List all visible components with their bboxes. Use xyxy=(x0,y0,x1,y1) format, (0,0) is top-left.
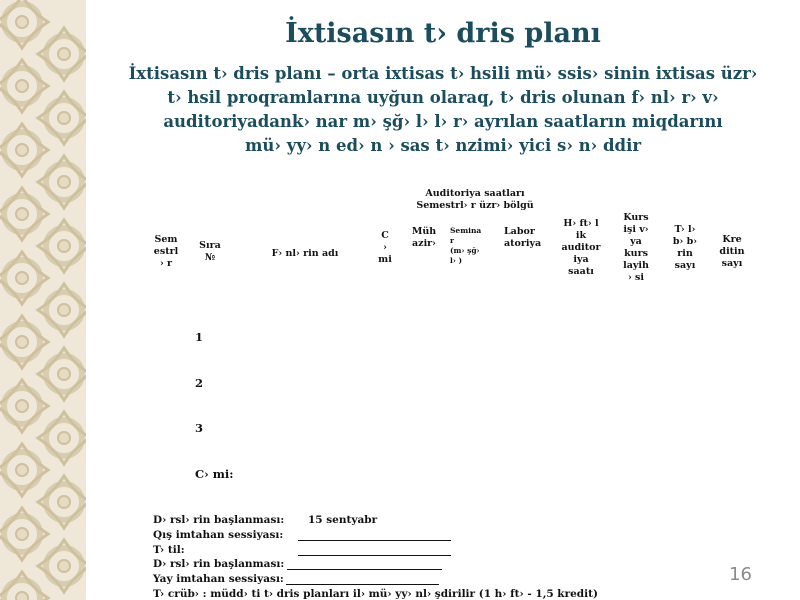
page-number: 16 xyxy=(729,564,752,585)
auditoriya-group-header: Auditoriya saatları Semestrl› r üzr› bölgü xyxy=(416,188,534,211)
footer-line: D› rsl› rin başlanması: 15 sentyabr xyxy=(153,514,378,526)
subtitle-line: t› hsil proqramlarına uyğun olaraq, t› dris olunan f› nl› r› v› xyxy=(167,88,719,107)
col-header-seminar: Semina r (m› şğ› l› ) xyxy=(450,226,482,265)
footer-line: T› til: xyxy=(153,543,598,558)
col-header-labor: Labor atoriya xyxy=(504,226,542,249)
subtitle-line: auditoriyadank› nar m› şğ› l› l› r› ayrılan saatların miqdarını xyxy=(163,112,723,131)
table-total-label: C› mi: xyxy=(195,467,234,481)
decorative-border xyxy=(0,0,86,600)
footer-line: T› crüb› : müdd› ti t› dris planları il› mü› yy› nl› şdirilir (1 h› ft› - 1,5 kredit) xyxy=(153,587,598,600)
col-header-muhazire: Müh azir› xyxy=(411,226,437,249)
blank-line xyxy=(286,584,439,585)
slide-subtitle xyxy=(108,62,778,158)
blank-line xyxy=(287,569,442,570)
footer-line: Qış imtahan sessiyası: xyxy=(153,528,598,543)
footer-line: Yay imtahan sessiyası: xyxy=(153,572,598,587)
subtitle-line: İxtisasın t› dris planı – orta ixtisas t› hsili mü› ssis› sinin ixtisas üzr› xyxy=(128,64,758,83)
col-header-semestr: Sem estrl › r xyxy=(153,234,179,269)
table-row-number: 2 xyxy=(195,376,204,390)
blank-line xyxy=(298,540,451,541)
col-header-kurs: Kurs işi v› ya kurs layih › si xyxy=(623,212,649,283)
slide-title: İxtisasın t› dris planı xyxy=(285,18,601,49)
footer-line: D› rsl› rin başlanması: xyxy=(153,557,598,572)
table-row-number: 1 xyxy=(195,330,204,344)
col-header-heftelik: H› ft› l ik auditor iya saatı xyxy=(561,218,601,277)
table-row-number: 3 xyxy=(195,421,204,435)
col-header-telebe: T› l› b› b› rin sayı xyxy=(672,224,698,271)
col-header-cemi: C › mi xyxy=(378,230,392,265)
footer-notes xyxy=(153,513,598,600)
subtitle-line: mü› yy› n ed› n › sas t› nzimi› yici s› n› ddir xyxy=(244,136,642,155)
footer-value: 15 sentyabr xyxy=(308,514,378,526)
col-header-sira: Sıra № xyxy=(199,240,221,263)
blank-line xyxy=(298,555,451,556)
col-header-kredit: Kre ditin sayı xyxy=(719,234,745,269)
col-header-fenn: F› nl› rin adı xyxy=(271,248,339,259)
